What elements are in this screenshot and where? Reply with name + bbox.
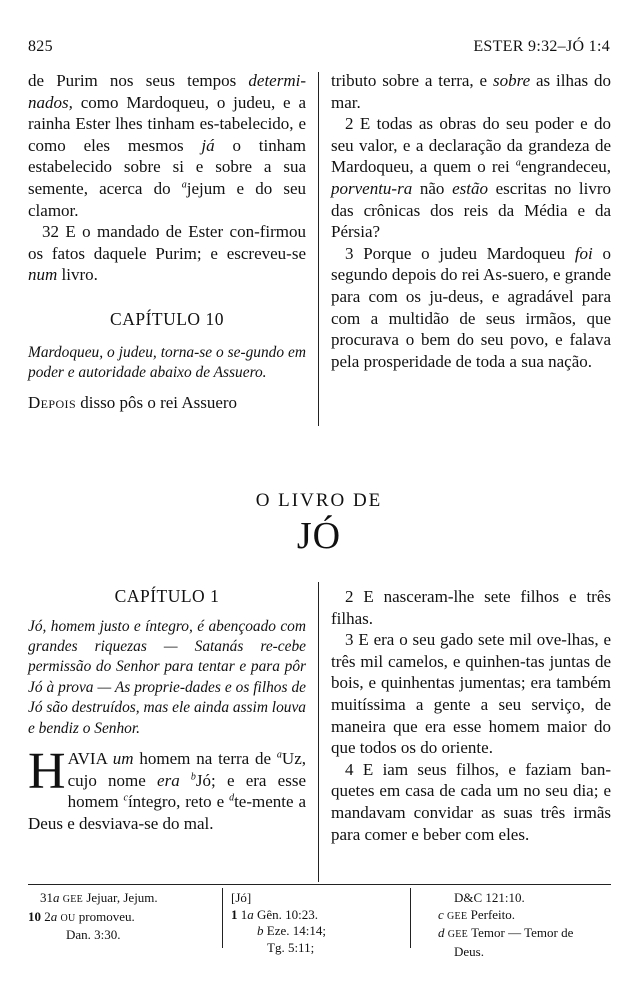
drop-cap: H xyxy=(28,743,66,801)
column-divider-top xyxy=(318,72,319,426)
verse-1-2: 2 E nasceram-lhe sete filhos e três filhas. xyxy=(331,587,611,628)
chapter-1-summary: Jó, homem justo e íntegro, é abençoado com grandes riquezas — Satanás re-cebe permissão do Senhor para tentar e para pôr Jó à prova — As proprie-dades e os filhos de Jó são destruídos, mas ele ainda assim louva e bendiz o Senhor. xyxy=(28,617,306,737)
footnotes-column-3 xyxy=(424,890,611,960)
verse-1-1: HAVIA um homem na terra de $^a$Uz, cujo nome era $^b$Jó; e era esse homem $^c$íntegro, reto e $^d$te-mente a Deus e desviava-se do mal. xyxy=(28,743,307,833)
footnote-marker[interactable]: c xyxy=(123,792,128,804)
book-title-line2: JÓ xyxy=(296,515,342,557)
footnote-line: b Eze. 14:14; xyxy=(257,923,326,938)
footnote-marker[interactable]: a xyxy=(181,179,187,191)
footnote-line: D&C 121:10. xyxy=(454,890,525,905)
footnotes-column-1 xyxy=(28,890,215,944)
footnote-marker[interactable]: d xyxy=(229,792,235,804)
ester-column-left xyxy=(28,70,306,414)
footnote-line: Dan. 3:30. xyxy=(66,927,121,942)
footnote-marker[interactable]: b xyxy=(190,770,196,782)
footnote-rule xyxy=(28,884,611,885)
footnotes-column-2 xyxy=(231,890,401,956)
chapter-10-summary: Mardoqueu, o judeu, torna-se o se-gundo em poder e autoridade abaixo de Assuero. xyxy=(28,343,306,381)
chapter-heading-1: CAPÍTULO 1 xyxy=(114,586,220,606)
verse-1-4: 4 E iam seus filhos, e faziam ban-quetes em casa de cada um no seu dia; e mandavam convidar as suas três irmãs para comer e beber com eles. xyxy=(331,759,611,844)
footnote-line: [Jó] xyxy=(231,890,252,905)
verse-10-3: 3 Porque o judeu Mardoqueu foi o segundo depois do rei As-suero, e grande para com os ju-deus, e agradável para com a multidão de seus irmãos, que procurava o bem do seu povo, e falava pela prosperidade de toda a sua nação. xyxy=(331,243,611,371)
footnote-marker[interactable]: a xyxy=(276,749,282,761)
footnote-line: d GEE Temor — Temor de xyxy=(438,925,574,940)
verse-10-2: 2 E todas as obras do seu poder e do seu valor, e a declaração da grandeza de Mardoqueu, a quem o rei $^a$engrandeceu, porventu-ra não estão escritas no livro das crônicas dos reis da Média e da Pérsia? xyxy=(331,114,612,242)
verse-9-32: 32 E o mandado de Ester con-firmou os fatos daquele Purim; e escreveu-se num livro. xyxy=(28,222,306,285)
footnote-line: Deus. xyxy=(454,943,484,959)
verse-1-3: 3 E era o seu gado sete mil ove-lhas, e três mil camelos, e quinhen-tas juntas de bois, e quinhentas jumentas; era também muitíssima a gente a seu serviço, de maneira que era esse homem maior do que todos os do oriente. xyxy=(331,630,611,758)
footnote-divider-1 xyxy=(222,888,223,948)
footnote-line: 31a GEE Jejuar, Jejum. xyxy=(40,890,158,905)
page-number: 825 xyxy=(28,38,53,55)
column-divider-bottom xyxy=(318,582,319,882)
ester-continuation-paragraph: de Purim nos seus tempos determi- nados, como Mardoqueu, o judeu, e a rainha Ester lhes tinham es-tabelecido, e como eles mesmos já o tinham estabelecido sobre si e sobre a sua semente, acerca do $^a$jejum e do seu clamor. xyxy=(28,71,307,220)
verse-10-1-continuation: tributo sobre a terra, e sobre as ilhas do mar. xyxy=(331,71,611,112)
book-title-line1: O LIVRO DE xyxy=(255,490,383,511)
footnote-divider-2 xyxy=(410,888,411,948)
footnote-line: 10 2a OU promoveu. xyxy=(28,908,135,924)
job-column-right xyxy=(331,586,611,845)
running-head: ESTER 9:32–JÓ 1:4 xyxy=(473,38,610,55)
footnote-line: 1 1a Gên. 10:23. xyxy=(231,906,319,922)
footnote-marker[interactable]: a xyxy=(515,157,521,169)
ester-column-right xyxy=(331,70,611,372)
chapter-heading-10: CAPÍTULO 10 xyxy=(110,308,224,329)
footnote-line: c GEE Perfeito. xyxy=(438,906,516,922)
job-column-left xyxy=(28,586,306,834)
footnote-line: Tg. 5:11; xyxy=(267,939,315,955)
verse-10-1: Depois disso pôs o rei Assuero xyxy=(28,393,238,413)
